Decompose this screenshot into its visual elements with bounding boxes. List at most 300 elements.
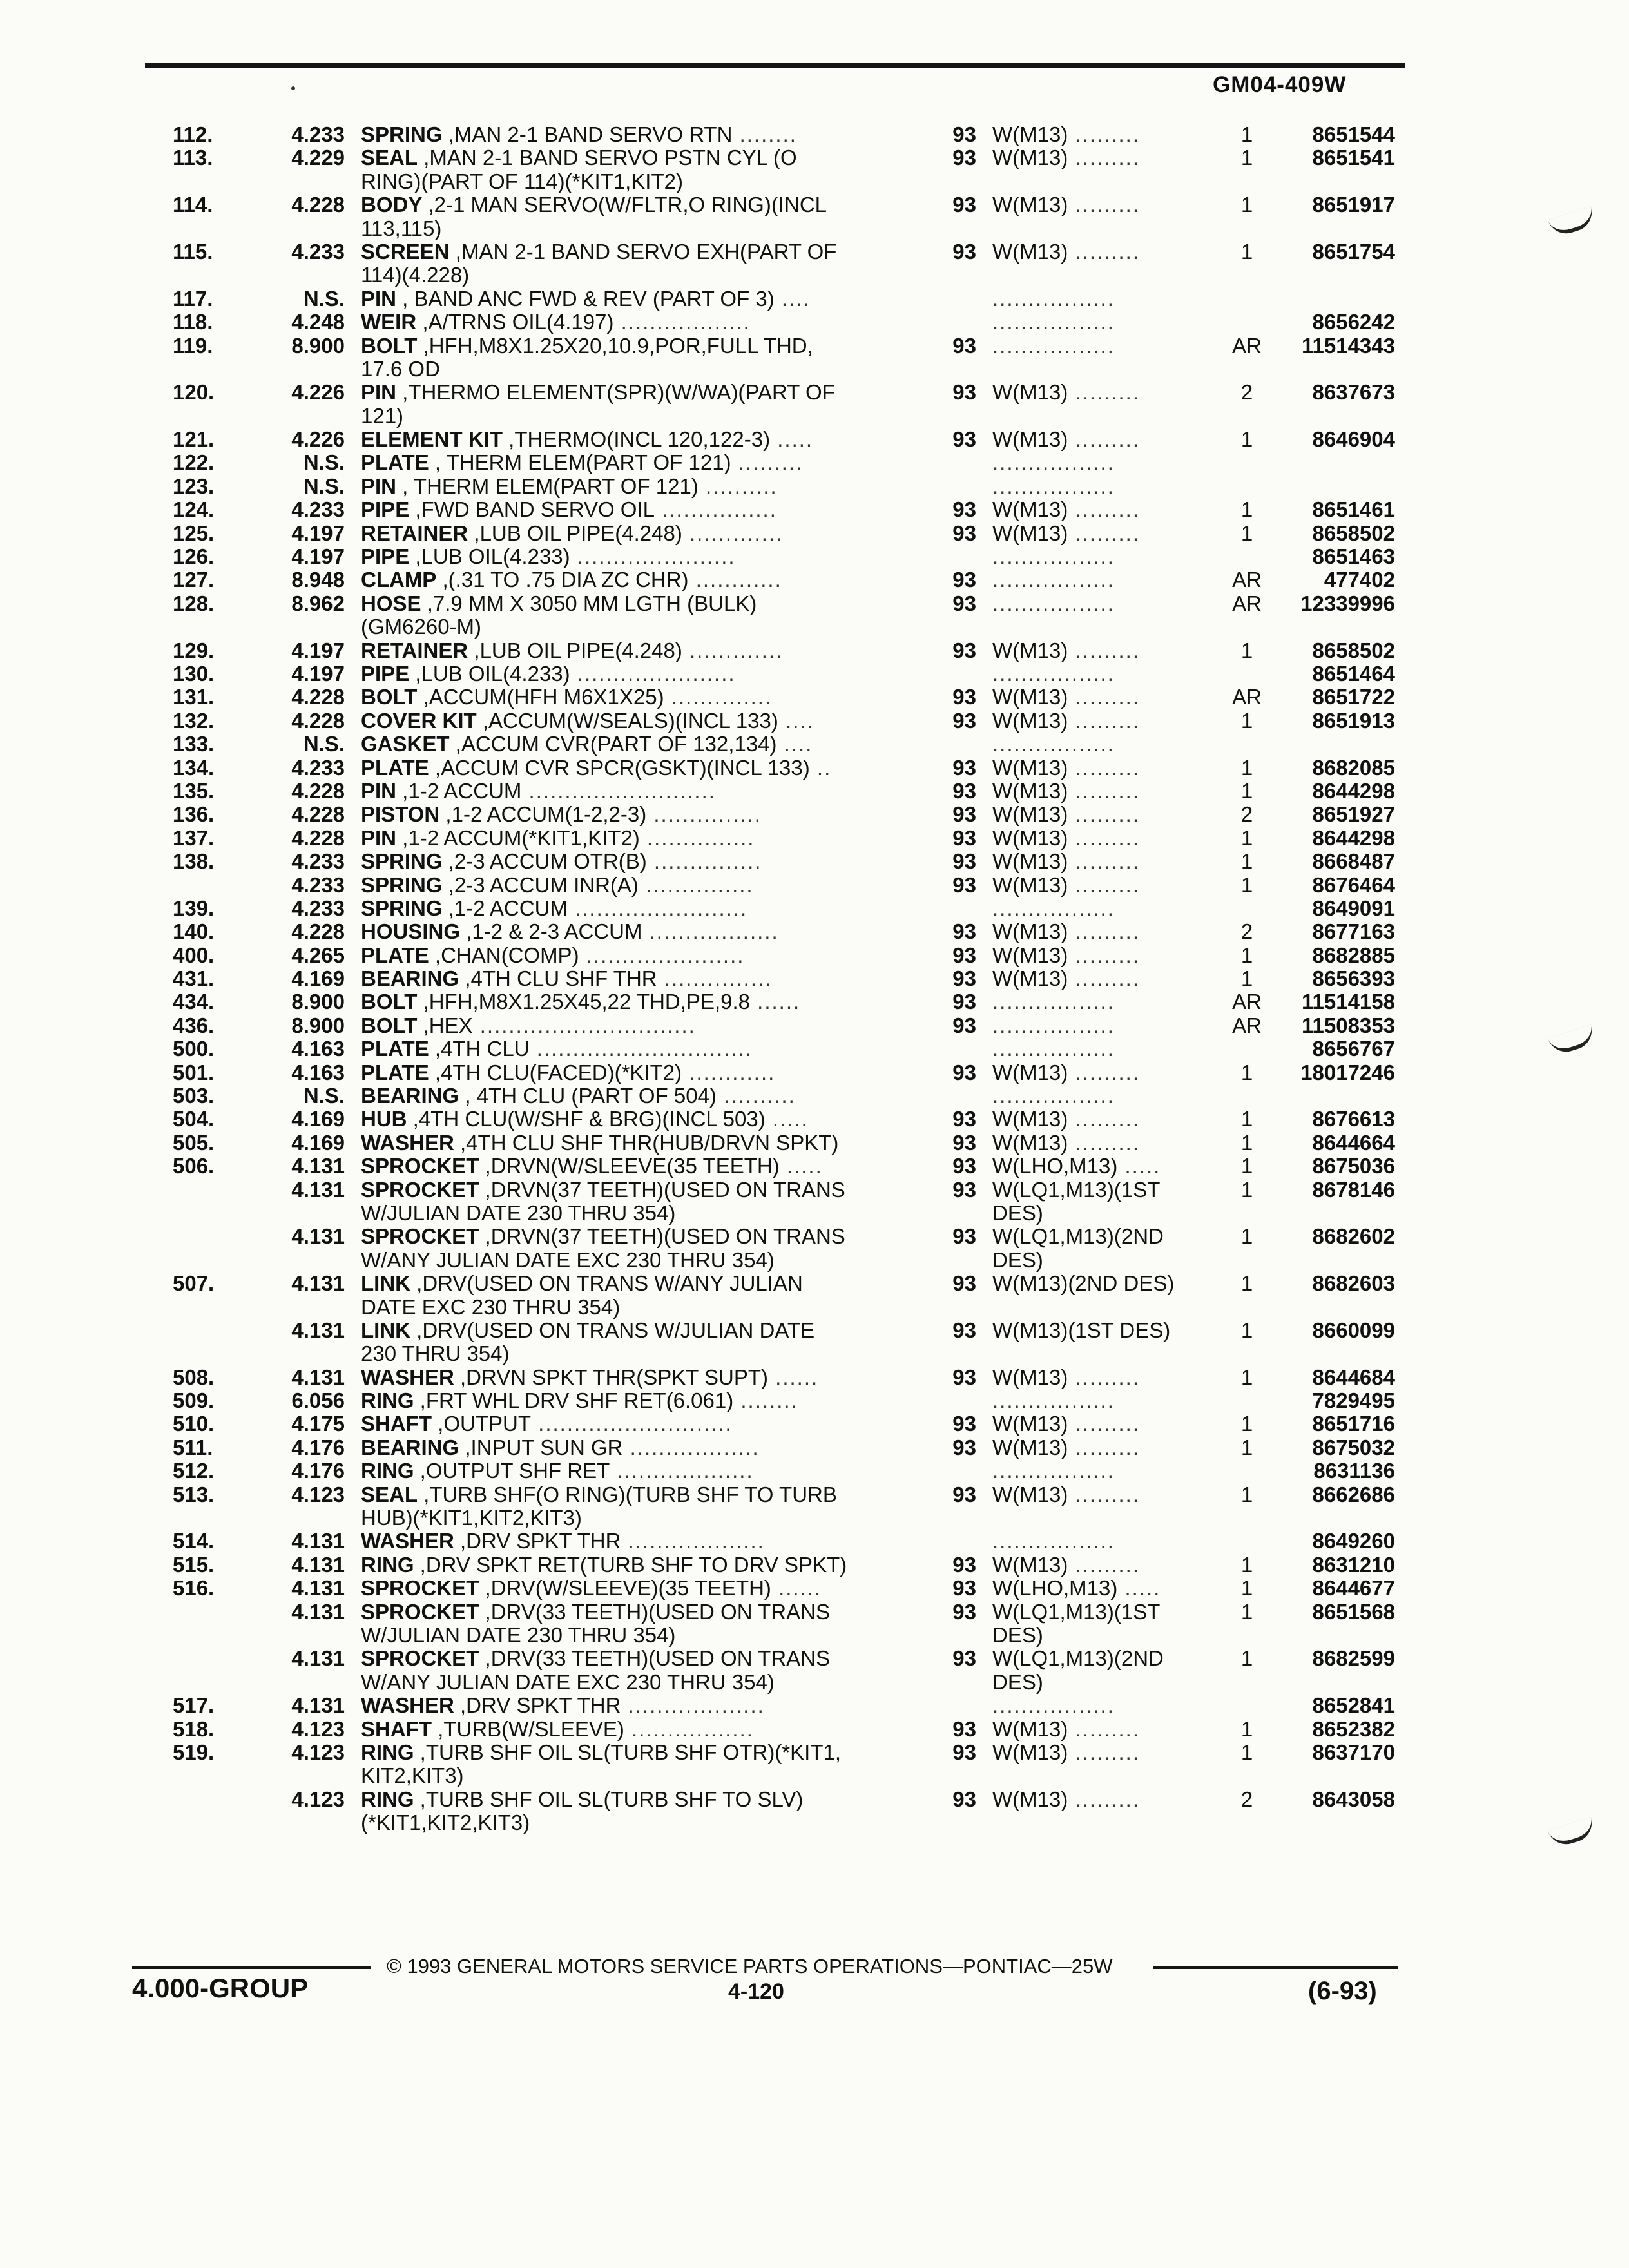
model-application: [992, 1037, 1224, 1061]
part-description: [361, 1577, 902, 1600]
section-number: 4.248: [291, 310, 345, 334]
ref-number: 139.: [173, 896, 215, 920]
part-name: PIN: [361, 474, 397, 498]
section-number: 4.131: [291, 1552, 345, 1577]
part-name: HOSE: [361, 591, 421, 615]
model-application: [992, 990, 1224, 1014]
parts-row: [0, 1600, 1629, 1624]
model-year: 93: [952, 1482, 976, 1506]
part-detail: ,OUTPUT: [432, 1412, 531, 1436]
model-code: W(M13): [992, 1740, 1068, 1764]
part-detail: ,4TH CLU: [429, 1037, 530, 1061]
part-number: 8682602: [1312, 1224, 1395, 1249]
ref-number: 114.: [173, 193, 213, 217]
part-name: PIPE: [361, 662, 410, 686]
ref-number: 434.: [173, 990, 215, 1014]
part-number: 8651544: [1312, 122, 1395, 146]
part-detail: ,DRV(USED ON TRANS W/ANY JULIAN: [410, 1272, 803, 1296]
part-description: [361, 1718, 902, 1741]
part-description: [361, 1366, 902, 1389]
dot-leader: ................: [655, 498, 777, 522]
ref-number: 517.: [173, 1693, 215, 1718]
part-description: [361, 240, 902, 264]
parts-row: [0, 1530, 1629, 1553]
dot-leader: ..............................: [529, 1037, 753, 1061]
part-detail: ,TURB SHF OIL SL(TURB SHF TO SLV): [414, 1787, 804, 1811]
model-application: [992, 967, 1224, 990]
parts-row: [0, 1436, 1629, 1459]
part-name: WASHER: [361, 1530, 454, 1553]
model-code: W(M13): [992, 873, 1068, 897]
parts-row: [0, 1061, 1629, 1084]
model-application: [992, 639, 1224, 662]
model-application: [992, 1694, 1224, 1717]
ref-number: 125.: [173, 521, 215, 545]
part-name: SPRING: [361, 873, 443, 897]
part-number: 8652841: [1312, 1693, 1395, 1718]
dot-leader: .........: [1068, 639, 1141, 662]
model-code: W(LQ1,M13)(2ND: [992, 1647, 1164, 1671]
part-detail: (GM6260-M): [361, 615, 482, 639]
model-code: W(M13): [992, 123, 1068, 146]
parts-row: [0, 498, 1629, 521]
model-application: [992, 1577, 1224, 1600]
parts-row: [0, 217, 1629, 240]
model-application: [992, 1718, 1224, 1741]
part-detail: ,ACCUM(HFH M6X1X25): [417, 686, 664, 709]
parts-row: [0, 193, 1629, 216]
model-application: [992, 1272, 1224, 1295]
part-number: 8644664: [1312, 1130, 1395, 1155]
dot-leader: .................: [992, 568, 1115, 592]
model-year: 93: [952, 825, 976, 850]
parts-row: [0, 1296, 1629, 1319]
model-year: 93: [952, 333, 976, 358]
part-number: 8660099: [1312, 1318, 1395, 1342]
quantity: 1: [1240, 497, 1253, 522]
model-application: [992, 1530, 1224, 1553]
part-number: 8676613: [1312, 1107, 1395, 1131]
ref-number: 113.: [173, 146, 213, 170]
model-application: [992, 803, 1224, 826]
model-year: 93: [952, 1599, 976, 1624]
parts-row: [0, 381, 1629, 404]
section-number: 8.948: [291, 568, 345, 592]
part-description: [361, 1131, 902, 1155]
ref-number: 431.: [173, 966, 215, 991]
part-number: 8644677: [1312, 1576, 1395, 1600]
parts-row: [0, 1178, 1629, 1202]
quantity: 1: [1240, 1318, 1253, 1342]
document-id: GM04-409W: [1213, 72, 1347, 97]
revision-date: (6-93): [1308, 1977, 1377, 2005]
section-number: 4.229: [291, 146, 345, 170]
model-code: W(M13): [992, 943, 1068, 967]
part-detail: ,TURB SHF(O RING)(TURB SHF TO TURB: [418, 1483, 837, 1506]
ref-number: 134.: [173, 755, 215, 780]
dot-leader: ......: [750, 990, 801, 1014]
dot-leader: .........: [1068, 850, 1141, 874]
model-code: W(M13): [992, 521, 1068, 545]
model-year: 93: [952, 778, 976, 803]
model-code: W(M13): [992, 1365, 1068, 1389]
section-number: N.S.: [303, 450, 345, 475]
top-rule: [145, 63, 1405, 68]
part-detail: ,HFH,M8X1.25X20,10.9,POR,FULL THD,: [417, 334, 813, 358]
dot-leader: .........: [1068, 498, 1141, 522]
model-application: [992, 897, 1224, 920]
model-code: W(M13): [992, 920, 1068, 944]
part-name: PLATE: [361, 943, 429, 967]
dot-leader: ......: [768, 1365, 819, 1389]
model-application: [992, 1202, 1224, 1225]
section-number: 4.228: [291, 708, 345, 733]
model-application: [992, 1671, 1224, 1694]
part-detail: ,DRV(33 TEETH)(USED ON TRANS: [479, 1647, 830, 1671]
part-name: SPRING: [361, 850, 443, 874]
section-number: 4.131: [291, 1646, 345, 1671]
parts-row: [0, 311, 1629, 334]
model-code: W(M13): [992, 193, 1068, 217]
part-name: SPROCKET: [361, 1577, 479, 1600]
model-application: [992, 1600, 1224, 1624]
model-application: [992, 545, 1224, 568]
part-description: [361, 498, 902, 521]
model-year: 93: [952, 122, 976, 146]
part-name: WASHER: [361, 1365, 454, 1389]
quantity: 1: [1240, 1130, 1253, 1155]
parts-row: [0, 944, 1629, 967]
part-name: SPROCKET: [361, 1647, 479, 1671]
section-number: 4.131: [291, 1224, 345, 1249]
section-number: 8.900: [291, 990, 345, 1014]
parts-row: [0, 522, 1629, 545]
part-description: [361, 1108, 902, 1131]
parts-row: [0, 709, 1629, 733]
part-detail: 114)(4.228): [361, 264, 470, 287]
quantity: 1: [1240, 1716, 1253, 1741]
part-name: BOLT: [361, 1014, 418, 1037]
dot-leader: .................: [992, 591, 1115, 615]
section-number: 4.176: [291, 1435, 345, 1459]
part-detail: ,LUB OIL(4.233): [409, 545, 570, 569]
dot-leader: .........: [1068, 779, 1141, 803]
part-description: [361, 170, 902, 193]
part-description: [361, 1811, 902, 1834]
model-year: 93: [952, 1576, 976, 1600]
part-detail: ,4TH CLU SHF THR(HUB/DRVN SPKT): [454, 1131, 839, 1155]
parts-list: [0, 123, 1629, 1835]
parts-row: [0, 592, 1629, 615]
model-application: [992, 311, 1224, 334]
parts-row: [0, 451, 1629, 474]
model-application: [992, 568, 1224, 591]
ref-number: 511.: [173, 1435, 213, 1459]
model-year: 93: [952, 990, 976, 1014]
part-description: [361, 1225, 902, 1248]
ref-number: 504.: [173, 1107, 215, 1131]
part-number: 8651754: [1312, 239, 1395, 264]
parts-row: [0, 662, 1629, 686]
section-number: 8.900: [291, 1013, 345, 1037]
dot-leader: ........: [732, 123, 797, 146]
part-detail: W/JULIAN DATE 230 THRU 354): [361, 1624, 676, 1647]
part-name: BODY: [361, 193, 423, 217]
ref-number: 436.: [173, 1013, 215, 1037]
parts-row: [0, 1671, 1629, 1694]
dot-leader: .........: [1068, 873, 1141, 897]
ref-number: 123.: [173, 474, 215, 498]
part-name: WASHER: [361, 1131, 454, 1155]
dot-leader: .................: [992, 1694, 1115, 1718]
section-number: 4.228: [291, 802, 345, 827]
dot-leader: ..........: [698, 474, 778, 498]
model-year: 93: [952, 802, 976, 827]
part-description: [361, 920, 902, 943]
parts-row: [0, 428, 1629, 451]
part-number: 8675036: [1312, 1154, 1395, 1178]
ref-number: 508.: [173, 1365, 215, 1389]
part-description: [361, 311, 902, 334]
part-name: SPRING: [361, 896, 443, 920]
part-description: [361, 1061, 902, 1084]
model-year: 93: [952, 1646, 976, 1671]
dot-leader: .........: [1068, 967, 1141, 991]
dot-leader: ...............: [639, 826, 755, 850]
part-name: PLATE: [361, 756, 429, 780]
page-number: 4-120: [728, 1979, 784, 2004]
ref-number: 129.: [173, 638, 215, 662]
parts-row: [0, 1741, 1629, 1764]
ref-number: 506.: [173, 1154, 215, 1178]
model-code: W(LHO,M13): [992, 1155, 1118, 1178]
parts-row: [0, 639, 1629, 662]
ref-number: 112.: [173, 122, 213, 146]
part-description: [361, 944, 902, 967]
model-code: W(M13)(1ST DES): [992, 1318, 1171, 1342]
parts-row: [0, 1014, 1629, 1037]
quantity: 1: [1240, 193, 1253, 217]
dot-leader: .........: [1068, 1061, 1141, 1084]
model-application: [992, 850, 1224, 873]
part-name: HUB: [361, 1108, 407, 1131]
section-number: 4.169: [291, 966, 345, 991]
parts-row: [0, 1225, 1629, 1248]
quantity: 1: [1240, 1365, 1253, 1389]
dot-leader: ...................: [621, 1530, 765, 1553]
part-number: 8656767: [1312, 1037, 1395, 1061]
model-year: 93: [952, 1787, 976, 1811]
part-detail: ,MAN 2-1 BAND SERVO PSTN CYL (O: [418, 146, 797, 170]
dot-leader: .................: [992, 334, 1115, 358]
part-detail: ,DRVN(37 TEETH)(USED ON TRANS: [479, 1178, 845, 1202]
ref-number: 140.: [173, 919, 215, 944]
parts-row: [0, 1811, 1629, 1834]
ref-number: 137.: [173, 825, 215, 850]
quantity: 1: [1240, 966, 1253, 991]
model-year: 93: [952, 1552, 976, 1577]
model-code: W(M13): [992, 803, 1068, 827]
model-code: W(M13): [992, 1717, 1068, 1741]
part-detail: ,DRV SPKT THR: [454, 1694, 621, 1718]
dot-leader: ..: [809, 756, 832, 780]
ref-number: 512.: [173, 1459, 215, 1483]
model-year: 93: [952, 591, 976, 615]
ref-number: 507.: [173, 1271, 215, 1296]
model-code: W(M13): [992, 826, 1068, 850]
quantity: 1: [1240, 239, 1253, 264]
dot-leader: .................: [992, 451, 1115, 475]
model-year: 93: [952, 638, 976, 662]
part-name: RING: [361, 1459, 414, 1483]
dot-leader: .........: [1068, 1553, 1141, 1577]
section-number: 4.197: [291, 544, 345, 569]
part-name: PIN: [361, 826, 397, 850]
ref-number: 127.: [173, 568, 215, 592]
model-year: 93: [952, 849, 976, 874]
part-number: 8682085: [1312, 755, 1395, 780]
dot-leader: ...................: [610, 1459, 754, 1483]
quantity: 1: [1240, 1552, 1253, 1577]
quantity: 1: [1240, 755, 1253, 780]
model-code: W(M13): [992, 146, 1068, 170]
dot-leader: .............: [682, 521, 784, 545]
part-name: RETAINER: [361, 521, 468, 545]
model-year: 93: [952, 146, 976, 170]
part-name: PLATE: [361, 1061, 429, 1084]
model-code: W(M13): [992, 1436, 1068, 1459]
model-application: [992, 1225, 1224, 1248]
part-detail: DATE EXC 230 THRU 354): [361, 1295, 621, 1319]
part-name: COVER KIT: [361, 709, 477, 733]
part-description: [361, 334, 902, 358]
dot-leader: .....: [765, 1108, 809, 1131]
part-description: [361, 1319, 902, 1342]
model-code: W(M13): [992, 967, 1068, 991]
part-detail: , THERM ELEM(PART OF 121): [396, 474, 699, 498]
part-detail: ,7.9 MM X 3050 MM LGTH (BULK): [421, 591, 757, 615]
model-application: [992, 1553, 1224, 1577]
part-description: [361, 1694, 902, 1717]
model-year: 93: [952, 497, 976, 522]
section-number: 4.197: [291, 638, 345, 662]
model-code: DES): [992, 1670, 1043, 1694]
part-number: 8676464: [1312, 872, 1395, 897]
part-description: [361, 287, 902, 311]
quantity: AR: [1232, 990, 1262, 1014]
part-number: 8649260: [1312, 1529, 1395, 1553]
part-name: SEAL: [361, 1483, 418, 1506]
parts-row: [0, 967, 1629, 990]
part-description: [361, 358, 902, 381]
model-code: W(M13): [992, 1553, 1068, 1577]
part-name: PIN: [361, 779, 397, 803]
parts-row: [0, 1108, 1629, 1131]
parts-row: [0, 920, 1629, 943]
model-year: 93: [952, 1740, 976, 1764]
part-name: SPROCKET: [361, 1600, 479, 1624]
part-description: [361, 1459, 902, 1483]
dot-leader: ...................: [621, 1694, 765, 1718]
parts-row: [0, 405, 1629, 428]
dot-leader: .........: [1068, 756, 1141, 780]
dot-leader: ....: [774, 287, 811, 311]
part-description: [361, 1600, 902, 1624]
model-application: [992, 1483, 1224, 1506]
section-number: 4.265: [291, 943, 345, 967]
model-year: 93: [952, 568, 976, 592]
ref-number: 501.: [173, 1060, 215, 1084]
ref-number: 500.: [173, 1037, 215, 1061]
section-number: N.S.: [303, 1084, 345, 1108]
section-number: 4.131: [291, 1177, 345, 1202]
dot-leader: .........: [1068, 943, 1141, 967]
part-name: RING: [361, 1740, 414, 1764]
part-detail: ,THERMO(INCL 120,122-3): [503, 428, 771, 452]
model-application: [992, 475, 1224, 498]
section-number: N.S.: [303, 732, 345, 756]
part-number: 8651541: [1312, 146, 1395, 170]
part-description: [361, 733, 902, 756]
section-number: 4.197: [291, 661, 345, 686]
parts-row: [0, 1366, 1629, 1389]
part-number: 8682885: [1312, 943, 1395, 967]
part-description: [361, 709, 902, 733]
part-description: [361, 1764, 902, 1787]
quantity: 1: [1240, 872, 1253, 897]
quantity: 1: [1240, 943, 1253, 967]
model-code: W(LQ1,M13)(2ND: [992, 1225, 1164, 1249]
part-number: 8651461: [1312, 497, 1395, 522]
model-application: [992, 1624, 1224, 1647]
part-description: [361, 522, 902, 545]
model-application: [992, 1084, 1224, 1108]
part-detail: ,THERMO ELEMENT(SPR)(W/WA)(PART OF: [396, 381, 835, 405]
part-detail: W/JULIAN DATE 230 THRU 354): [361, 1201, 676, 1225]
model-application: [992, 1412, 1224, 1436]
ref-number: 400.: [173, 943, 215, 967]
model-code: W(M13): [992, 1108, 1068, 1131]
dot-leader: .................: [992, 474, 1115, 498]
quantity: AR: [1232, 685, 1262, 709]
section-number: 4.197: [291, 521, 345, 545]
part-detail: W/ANY JULIAN DATE EXC 230 THRU 354): [361, 1248, 775, 1272]
parts-row: [0, 1694, 1629, 1717]
part-number: 8677163: [1312, 919, 1395, 944]
section-number: 4.123: [291, 1716, 345, 1741]
model-application: [992, 193, 1224, 216]
quantity: 1: [1240, 1599, 1253, 1624]
model-application: [992, 1389, 1224, 1412]
dot-leader: ........................: [567, 896, 748, 920]
dot-leader: ............: [688, 568, 782, 592]
model-application: [992, 1436, 1224, 1459]
part-detail: HUB)(*KIT1,KIT2,KIT3): [361, 1506, 582, 1530]
part-name: SHAFT: [361, 1412, 432, 1436]
parts-row: [0, 1272, 1629, 1295]
ref-number: 136.: [173, 802, 215, 827]
part-description: [361, 1296, 902, 1319]
quantity: 1: [1240, 1154, 1253, 1178]
ref-number: 115.: [173, 239, 213, 264]
part-detail: ,A/TRNS OIL(4.197): [416, 311, 614, 334]
ref-number: 515.: [173, 1552, 215, 1577]
model-application: [992, 334, 1224, 358]
part-number: 18017246: [1300, 1060, 1395, 1084]
dot-leader: .........: [1068, 920, 1141, 944]
part-number: 8682599: [1312, 1646, 1395, 1671]
parts-row: [0, 264, 1629, 287]
